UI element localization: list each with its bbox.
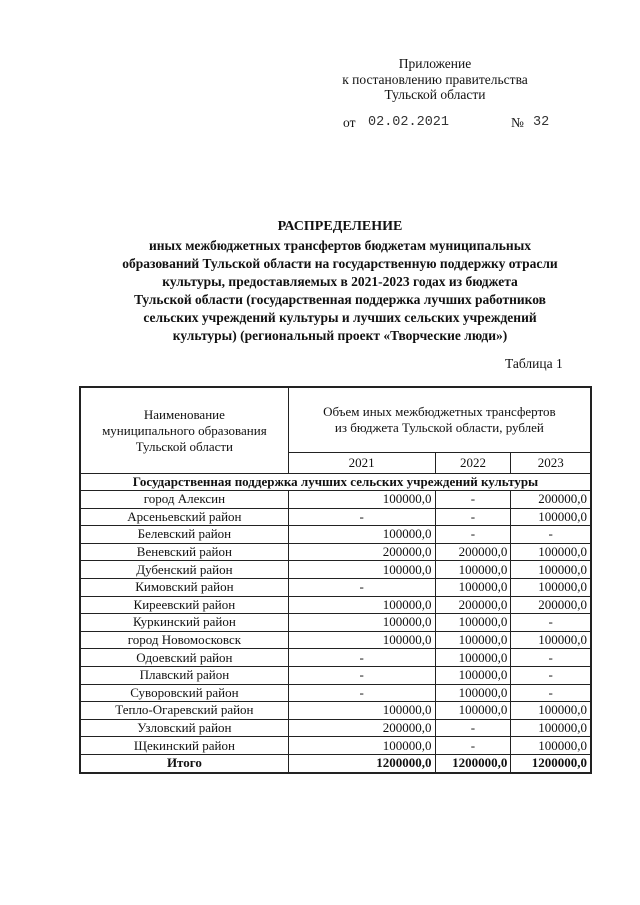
municipality-cell: Щекинский район [80,737,288,755]
annex-line-2: к постановлению правительства [342,71,528,87]
municipality-cell: Тепло-Огаревский район [80,702,288,720]
value-2023-cell: - [511,684,591,702]
value-2021-cell: 100000,0 [288,526,435,544]
value-2021-cell: - [288,684,435,702]
total-label: Итого [80,754,288,772]
value-2021-cell: 200000,0 [288,543,435,561]
total-2023: 1200000,0 [511,754,591,772]
value-2021-cell: - [288,578,435,596]
total-2021: 1200000,0 [288,754,435,772]
value-2023-cell: - [511,526,591,544]
value-2023-cell: 100000,0 [511,719,591,737]
municipality-cell: Кимовский район [80,578,288,596]
municipality-cell: Куркинский район [80,614,288,632]
municipality-cell: Белевский район [80,526,288,544]
value-2022-cell: 100000,0 [435,649,511,667]
municipality-cell: Узловский район [80,719,288,737]
value-2021-cell: 100000,0 [288,614,435,632]
value-2021-cell: 200000,0 [288,719,435,737]
municipality-cell: Веневский район [80,543,288,561]
distribution-table [79,386,592,774]
subtitle-line: сельских учреждений культуры и лучших сельских учреждений [143,310,537,325]
table-row [80,702,591,720]
document-subtitle [90,237,590,345]
value-2021-cell: - [288,508,435,526]
table-row [80,596,591,614]
table-row [80,737,591,755]
value-2021-cell: - [288,666,435,684]
value-2023-cell: 100000,0 [511,702,591,720]
value-2021-cell: 100000,0 [288,561,435,579]
value-2022-cell: 100000,0 [435,702,511,720]
value-2021-cell: - [288,649,435,667]
value-2023-cell: 100000,0 [511,578,591,596]
value-2022-cell: - [435,491,511,509]
value-2022-cell: - [435,508,511,526]
value-2022-cell: 100000,0 [435,614,511,632]
value-2023-cell: 200000,0 [511,596,591,614]
table-row [80,543,591,561]
table-row [80,526,591,544]
header-volume [288,387,591,453]
value-2022-cell: 100000,0 [435,631,511,649]
value-2022-cell: 200000,0 [435,543,511,561]
decree-from-label: от [343,115,356,130]
table-row [80,491,591,509]
value-2022-cell: 100000,0 [435,684,511,702]
value-2023-cell: 200000,0 [511,491,591,509]
municipality-cell: Дубенский район [80,561,288,579]
table-row [80,684,591,702]
municipality-cell: город Алексин [80,491,288,509]
header-volume-line: Объем иных межбюджетных трансфертов [323,404,556,419]
value-2022-cell: 200000,0 [435,596,511,614]
value-2023-cell: - [511,649,591,667]
value-2022-cell: 100000,0 [435,578,511,596]
total-row [80,754,591,772]
header-municipality [80,387,288,474]
annex-line-3: Тульской области [384,87,486,102]
subtitle-line: иных межбюджетных трансфертов бюджетам муниципальных [149,238,531,253]
section-title: Государственная поддержка лучших сельских учреждений культуры [80,474,591,491]
table-row [80,508,591,526]
value-2022-cell: 100000,0 [435,666,511,684]
decree-number-label: № [511,115,524,130]
table-row [80,649,591,667]
annex-header [330,56,540,103]
table-row [80,578,591,596]
table-row [80,561,591,579]
value-2023-cell: 100000,0 [511,631,591,649]
table-row [80,631,591,649]
subtitle-line: образований Тульской области на государственную поддержку отрасли [122,256,558,271]
municipality-cell: Арсеньевский район [80,508,288,526]
value-2022-cell: - [435,737,511,755]
decree-number: 32 [533,115,550,130]
municipality-cell: Киреевский район [80,596,288,614]
value-2023-cell: 100000,0 [511,737,591,755]
header-municipality-line: Тульской области [135,438,233,454]
table-row [80,614,591,632]
header-volume-line: из бюджета Тульской области, рублей [334,420,544,435]
value-2023-cell: 100000,0 [511,561,591,579]
value-2023-cell: 100000,0 [511,508,591,526]
header-municipality-line: Наименование [143,406,225,422]
decree-date: 02.02.2021 [368,115,450,130]
decree-line [343,115,550,131]
subtitle-line: культуры, предоставляемых в 2021-2023 годах из бюджета [162,274,518,289]
value-2021-cell: 100000,0 [288,596,435,614]
value-2021-cell: 100000,0 [288,702,435,720]
annex-line-1: Приложение [398,56,472,71]
document-title: РАСПРЕДЕЛЕНИЕ [277,219,403,234]
municipality-cell: Плавский район [80,666,288,684]
value-2021-cell: 100000,0 [288,737,435,755]
header-municipality-line: муниципального образования [102,422,267,438]
value-2022-cell: - [435,526,511,544]
table-label: Таблица 1 [505,356,563,371]
table-row [80,719,591,737]
value-2022-cell: - [435,719,511,737]
value-2023-cell: - [511,666,591,684]
municipality-cell: город Новомосковск [80,631,288,649]
municipality-cell: Одоевский район [80,649,288,667]
value-2022-cell: 100000,0 [435,561,511,579]
value-2023-cell: - [511,614,591,632]
subtitle-line: Тульской области (государственная поддержка лучших работников [134,292,546,307]
total-2022: 1200000,0 [435,754,511,772]
value-2021-cell: 100000,0 [288,491,435,509]
municipality-cell: Суворовский район [80,684,288,702]
header-year-2021: 2021 [288,453,435,474]
header-year-2023: 2023 [511,453,591,474]
value-2021-cell: 100000,0 [288,631,435,649]
subtitle-line: культуры) (региональный проект «Творческие люди») [172,328,508,343]
table-row [80,666,591,684]
header-year-2022: 2022 [435,453,511,474]
value-2023-cell: 100000,0 [511,543,591,561]
